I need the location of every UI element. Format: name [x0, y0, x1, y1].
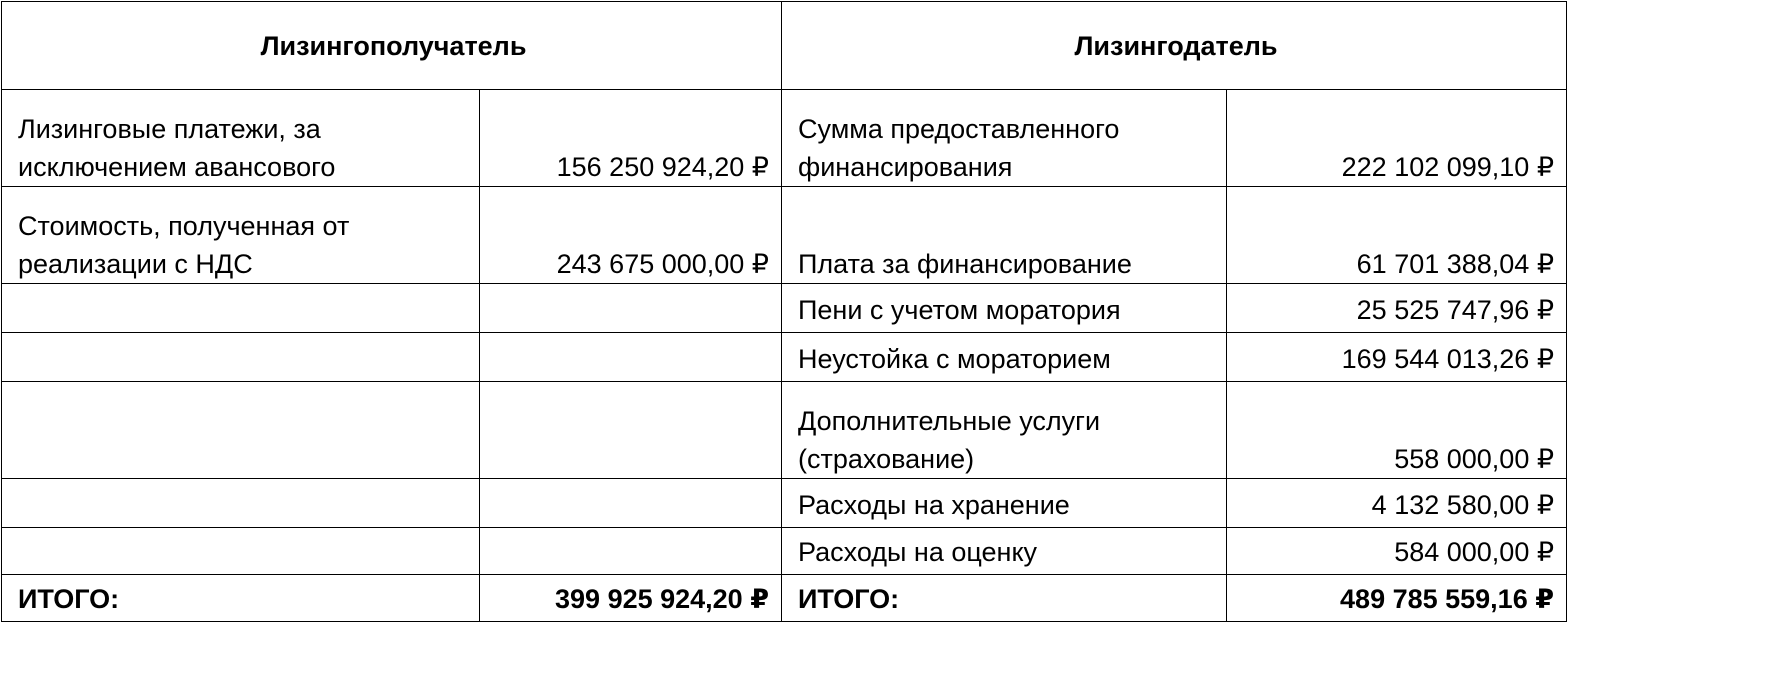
table-row	[2, 284, 1567, 333]
table-row	[2, 479, 1567, 528]
lessor-item-amount: 4 132 580,00 ₽	[1227, 479, 1567, 528]
lessee-total-amount: 399 925 924,20 ₽	[480, 575, 782, 622]
lessee-item-amount	[480, 382, 782, 479]
lessor-item-label: Пени с учетом моратория	[782, 284, 1227, 333]
table-row	[2, 187, 1567, 284]
leasing-settlement-table	[1, 1, 1567, 622]
lessee-item-label: Стоимость, полученная от реализации с НДС	[2, 187, 480, 284]
lessor-item-amount: 25 525 747,96 ₽	[1227, 284, 1567, 333]
lessee-item-amount	[480, 333, 782, 382]
lessee-header: Лизингополучатель	[2, 2, 782, 90]
lessor-item-amount: 169 544 013,26 ₽	[1227, 333, 1567, 382]
lessor-item-label: Дополнительные услуги (страхование)	[782, 382, 1227, 479]
lessee-item-amount	[480, 528, 782, 575]
lessor-item-label: Сумма предоставленного финансирования	[782, 90, 1227, 187]
lessee-item-amount	[480, 284, 782, 333]
totals-row	[2, 575, 1567, 622]
table-row	[2, 333, 1567, 382]
table-row	[2, 382, 1567, 479]
table-row	[2, 90, 1567, 187]
lessee-item-label	[2, 284, 480, 333]
lessee-item-amount: 243 675 000,00 ₽	[480, 187, 782, 284]
lessee-item-label	[2, 528, 480, 575]
table-row	[2, 528, 1567, 575]
lessee-total-label: ИТОГО:	[2, 575, 480, 622]
lessor-item-amount: 558 000,00 ₽	[1227, 382, 1567, 479]
header-row	[2, 2, 1567, 90]
lessor-item-label: Расходы на оценку	[782, 528, 1227, 575]
lessor-header: Лизингодатель	[782, 2, 1567, 90]
lessor-item-amount: 584 000,00 ₽	[1227, 528, 1567, 575]
lessee-item-amount	[480, 479, 782, 528]
lessor-item-amount: 222 102 099,10 ₽	[1227, 90, 1567, 187]
lessor-total-amount: 489 785 559,16 ₽	[1227, 575, 1567, 622]
lessee-item-label	[2, 479, 480, 528]
lessee-item-label: Лизинговые платежи, за исключением авансового	[2, 90, 480, 187]
lessee-item-label	[2, 382, 480, 479]
lessor-item-label: Плата за финансирование	[782, 187, 1227, 284]
lessor-item-amount: 61 701 388,04 ₽	[1227, 187, 1567, 284]
lessor-item-label: Неустойка с мораторием	[782, 333, 1227, 382]
lessee-item-label	[2, 333, 480, 382]
lessor-item-label: Расходы на хранение	[782, 479, 1227, 528]
lessor-total-label: ИТОГО:	[782, 575, 1227, 622]
lessee-item-amount: 156 250 924,20 ₽	[480, 90, 782, 187]
